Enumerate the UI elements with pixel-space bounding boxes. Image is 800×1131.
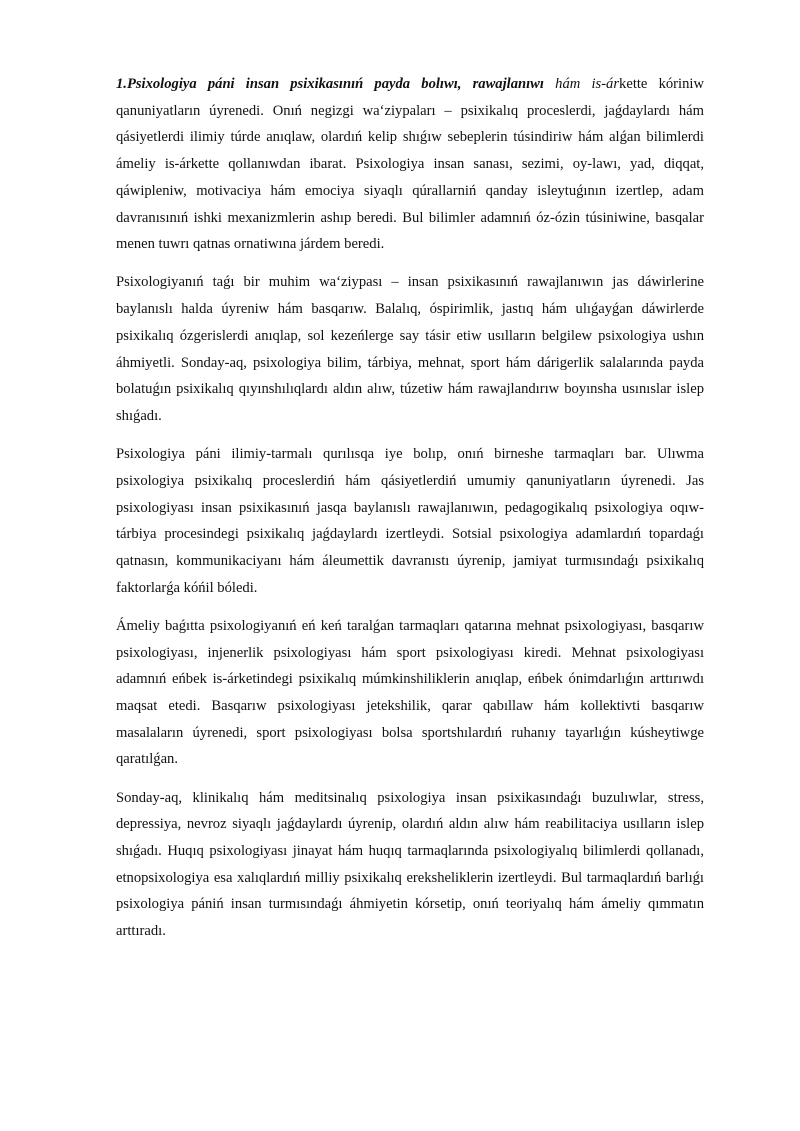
paragraph-clinical: Sonday-aq, klinikalıq hám meditsinalıq psixologiya insan psixikasındaǵı buzulıwlar, stress, depressiya, nevroz siyaqlı jaǵdaylardı úyrenip, olardıń aldın alıw hám reabilitaciya usılların islep shıǵadı. Huqıq psixologiyası jinayat hám huqıq tarmaqlarında psixologiyalıq bilimlerdi qollanadı, etnopsixologiya esa xalıqlardıń milliy psixikalıq ereksheliklerin izertleydi. Bul tarmaqlardıń barlıǵı psixologiya pániń insan turmısındaǵı áhmiyetin kórsetip, onıń teoriyalıq hám ámeliy qımmatın arttıradı.: [116, 789, 704, 940]
intro-text: kette kóriniw qanuniyatların úyrenedi. Onıń negizgi wa‘ziypaları – psixikalıq proceslerdi, jaǵdaylardı hám qásiyetlerdi ilimiy túrde anıqlaw, olardıń kelip shıǵıw sebeplerin túsindiriw hám alǵan bilimlerdi ámeliy is-árkette qollanıwdan ibarat. Psixologiya insan sanası, sezimi, oy-lawı, yad, diqqat, qáwipleniw, motivaciya hám emociya siyaqlı qúrallarniń qanday isleytuǵının izertlep, adam davranısınıń ishki mexanizmlerin ashıp beredi. Bul bilimler adamnıń óz-ózin túsiniwine, basqalar menen tuwrı qatnas ornatiwına járdem beredi.: [116, 76, 704, 253]
document-page: [116, 71, 704, 956]
heading-italic-fragment: hám is-ár: [543, 76, 620, 92]
intro-paragraph: [116, 71, 704, 258]
paragraph-applied: Ámeliy baǵıtta psixologiyanıń eń keń taralǵan tarmaqları qatarına mehnat psixologiyası, basqarıw psixologiyası, injenerlik psixologiyası hám sport psixologiyası kiredi. Mehnat psixologiyası adamnıń eńbek is-árketindegi psixikalıq múmkinshiliklerin anıqlap, eńbek ónimdarlıǵın arttırıwdı maqsat etedi. Basqarıw psixologiyası jetekshilik, qarar qabıllaw hám kollektivti basqarıw masalaların úyrenedi, sport psixologiyası bolsa sportshılardıń ruhanıy tayarlıǵın kúsheytiwge qaratılǵan.: [116, 617, 704, 768]
paragraph-branches: Psixologiya páni ilimiy-tarmalı qurılısqa iye bolıp, onıń birneshe tarmaqları bar. Ulıwma psixologiya psixikalıq proceslerdiń hám qásiyetlerdiń umumiy qanuniyatların úyrenedi. Jas psixologiyası insan psixikasınıń jasqa baylanıslı rawajlanıwın, pedagogikalıq psixologiya oqıw-tárbiya procesindegi psixikalıq jaǵdaylardı izertleydi. Sotsial psixologiya adamlardıń topardaǵı qatnasın, kommunikaciyanı hám áleumettik davranıstı úyrenip, jamiyat turmısındaǵı psixikalıq faktorlarǵa kóńil bóledi.: [116, 446, 704, 596]
paragraph-development: Psixologiyanıń taǵı bir muhim wa‘ziypası – insan psixikasınıń rawajlanıwın jas dáwirlerine baylanıslı halda úyreniw hám basqarıw. Balalıq, óspirimlik, jastıq hám ulıǵayǵan dáwirlerde psixikalıq ózgerislerdi anıqlap, sol kezeńlerge say tásir etiw usılların belgilew psixologiya ushın áhmiyetli. Sonday-aq, psixologiya bilim, tárbiya, mehnat, sport hám dárigerlik salalarında payda bolatuǵın psixikalıq qıyınshılıqlardı aldın alıw, túzetiw hám rawajlandırıw boyınsha usınıslar islep shıǵadı.: [116, 274, 704, 424]
section-heading: 1.Psixologiya páni insan psixikasınıń payda bolıwı, rawajlanıwı: [116, 76, 544, 92]
